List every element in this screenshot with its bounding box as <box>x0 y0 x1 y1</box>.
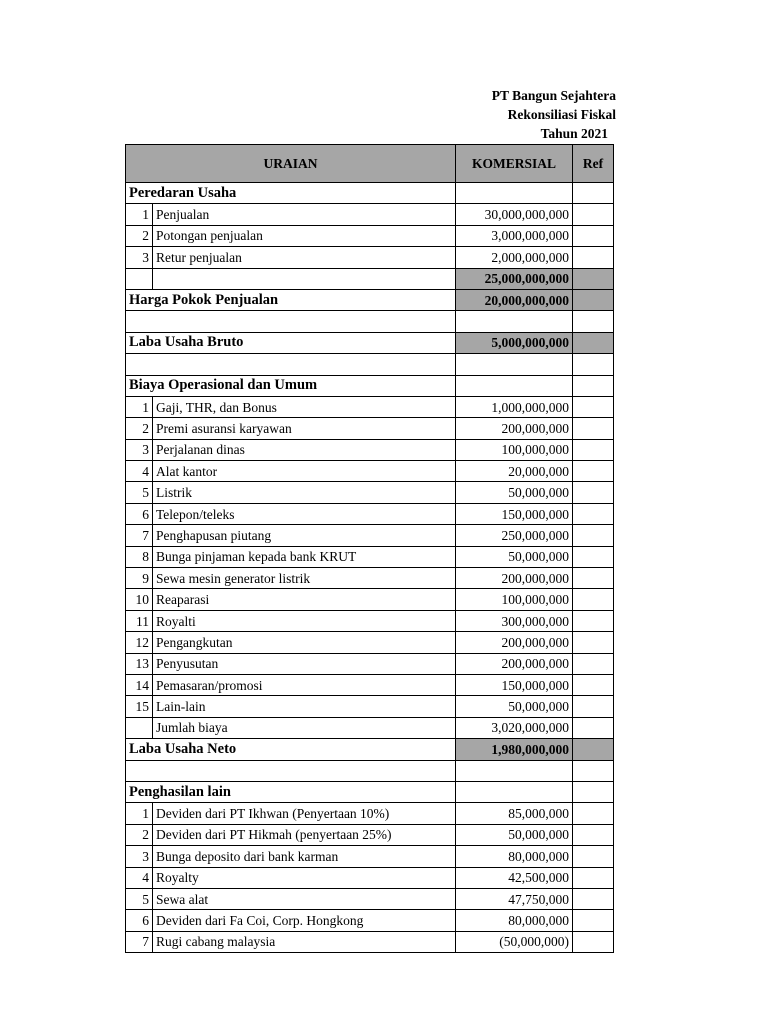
row-number: 2 <box>126 418 153 439</box>
summary-ref <box>573 739 614 760</box>
row-ref <box>573 482 614 503</box>
table-row <box>126 610 614 631</box>
row-number: 12 <box>126 632 153 653</box>
row-amount: 150,000,000 <box>456 503 573 524</box>
row-number: 5 <box>126 888 153 909</box>
row-label: Listrik <box>153 482 456 503</box>
row-label: Deviden dari Fa Coi, Corp. Hongkong <box>153 910 456 931</box>
empty-row <box>126 311 614 332</box>
row-number: 1 <box>126 803 153 824</box>
summary-amount: 1,980,000,000 <box>456 739 573 760</box>
section-row-peredaran <box>126 183 614 204</box>
row-number: 1 <box>126 396 153 417</box>
subtotal-amount: 25,000,000,000 <box>456 268 573 289</box>
neto-row <box>126 739 614 760</box>
table-row <box>126 525 614 546</box>
row-number: 3 <box>126 247 153 268</box>
row-number: 6 <box>126 503 153 524</box>
empty-row <box>126 760 614 781</box>
table-row <box>126 503 614 524</box>
hpp-row <box>126 289 614 310</box>
table-header-row <box>126 145 614 183</box>
row-amount: 100,000,000 <box>456 439 573 460</box>
table-row <box>126 824 614 845</box>
table-row <box>126 546 614 567</box>
row-number: 7 <box>126 525 153 546</box>
table-row <box>126 589 614 610</box>
row-label: Deviden dari PT Hikmah (penyertaan 25%) <box>153 824 456 845</box>
summary-label: Laba Usaha Neto <box>126 739 456 760</box>
row-amount: 50,000,000 <box>456 696 573 717</box>
row-number: 2 <box>126 225 153 246</box>
table-row <box>126 204 614 225</box>
row-label: Pemasaran/promosi <box>153 674 456 695</box>
table-row <box>126 632 614 653</box>
row-ref <box>573 503 614 524</box>
row-ref <box>573 589 614 610</box>
row-label: Royalty <box>153 867 456 888</box>
row-label: Bunga deposito dari bank karman <box>153 846 456 867</box>
table-row <box>126 461 614 482</box>
subtotal-row <box>126 268 614 289</box>
table-row <box>126 696 614 717</box>
row-ref <box>573 931 614 952</box>
row-amount: 50,000,000 <box>456 482 573 503</box>
row-amount: 80,000,000 <box>456 910 573 931</box>
row-amount: 50,000,000 <box>456 824 573 845</box>
total-amount: 3,020,000,000 <box>456 717 573 738</box>
row-ref <box>573 247 614 268</box>
row-label: Deviden dari PT Ikhwan (Penyertaan 10%) <box>153 803 456 824</box>
row-amount: 200,000,000 <box>456 418 573 439</box>
row-amount: 20,000,000 <box>456 461 573 482</box>
row-label: Reaparasi <box>153 589 456 610</box>
row-number: 5 <box>126 482 153 503</box>
row-amount: 80,000,000 <box>456 846 573 867</box>
row-number: 11 <box>126 610 153 631</box>
table-row <box>126 803 614 824</box>
row-ref <box>573 867 614 888</box>
table-row <box>126 674 614 695</box>
row-amount: 47,750,000 <box>456 888 573 909</box>
row-number: 4 <box>126 867 153 888</box>
row-ref <box>573 568 614 589</box>
table-row <box>126 568 614 589</box>
table-row <box>126 867 614 888</box>
table-row <box>126 653 614 674</box>
row-label: Penjualan <box>153 204 456 225</box>
row-amount: 100,000,000 <box>456 589 573 610</box>
row-label: Premi asuransi karyawan <box>153 418 456 439</box>
table-row <box>126 418 614 439</box>
section-title: Penghasilan lain <box>126 781 456 802</box>
table-row <box>126 225 614 246</box>
reconciliation-table <box>125 144 614 953</box>
table-row <box>126 846 614 867</box>
row-amount: 50,000,000 <box>456 546 573 567</box>
row-label: Telepon/teleks <box>153 503 456 524</box>
row-amount: 1,000,000,000 <box>456 396 573 417</box>
row-amount: 250,000,000 <box>456 525 573 546</box>
row-ref <box>573 803 614 824</box>
row-amount: 3,000,000,000 <box>456 225 573 246</box>
row-ref <box>573 204 614 225</box>
total-row <box>126 717 614 738</box>
row-number: 3 <box>126 846 153 867</box>
section-title: Peredaran Usaha <box>126 183 456 204</box>
bruto-row <box>126 332 614 353</box>
col-header-komersial: KOMERSIAL <box>456 145 573 183</box>
table-row <box>126 482 614 503</box>
row-label: Alat kantor <box>153 461 456 482</box>
row-number: 14 <box>126 674 153 695</box>
row-amount: 2,000,000,000 <box>456 247 573 268</box>
row-number: 8 <box>126 546 153 567</box>
section-row-biaya <box>126 375 614 396</box>
row-amount: (50,000,000) <box>456 931 573 952</box>
row-amount: 30,000,000,000 <box>456 204 573 225</box>
row-ref <box>573 396 614 417</box>
row-ref <box>573 461 614 482</box>
row-number: 6 <box>126 910 153 931</box>
summary-ref <box>573 332 614 353</box>
row-label: Perjalanan dinas <box>153 439 456 460</box>
row-label: Royalti <box>153 610 456 631</box>
row-label: Gaji, THR, dan Bonus <box>153 396 456 417</box>
row-label: Sewa mesin generator listrik <box>153 568 456 589</box>
row-number: 15 <box>126 696 153 717</box>
row-amount: 85,000,000 <box>456 803 573 824</box>
row-ref <box>573 888 614 909</box>
row-ref <box>573 696 614 717</box>
row-label: Potongan penjualan <box>153 225 456 246</box>
row-ref <box>573 418 614 439</box>
row-number: 9 <box>126 568 153 589</box>
row-number: 3 <box>126 439 153 460</box>
row-number: 7 <box>126 931 153 952</box>
summary-label: Harga Pokok Penjualan <box>126 289 456 310</box>
col-header-ref: Ref <box>573 145 614 183</box>
row-label: Rugi cabang malaysia <box>153 931 456 952</box>
row-ref <box>573 225 614 246</box>
row-label: Penyusutan <box>153 653 456 674</box>
section-title: Biaya Operasional dan Umum <box>126 375 456 396</box>
row-amount: 200,000,000 <box>456 653 573 674</box>
total-label: Jumlah biaya <box>153 717 456 738</box>
row-ref <box>573 910 614 931</box>
row-number: 4 <box>126 461 153 482</box>
table-row <box>126 247 614 268</box>
row-number: 10 <box>126 589 153 610</box>
col-header-uraian: URAIAN <box>126 145 456 183</box>
report-title: Rekonsiliasi Fiskal <box>507 107 616 122</box>
table-row <box>126 931 614 952</box>
row-label: Pengangkutan <box>153 632 456 653</box>
table-row <box>126 888 614 909</box>
row-ref <box>573 439 614 460</box>
row-ref <box>573 674 614 695</box>
row-amount: 300,000,000 <box>456 610 573 631</box>
row-number: 1 <box>126 204 153 225</box>
row-amount: 200,000,000 <box>456 632 573 653</box>
summary-amount: 5,000,000,000 <box>456 332 573 353</box>
summary-ref <box>573 289 614 310</box>
row-number: 13 <box>126 653 153 674</box>
row-amount: 42,500,000 <box>456 867 573 888</box>
summary-amount: 20,000,000,000 <box>456 289 573 310</box>
row-label: Lain-lain <box>153 696 456 717</box>
row-label: Penghapusan piutang <box>153 525 456 546</box>
company-name: PT Bangun Sejahtera <box>491 88 616 103</box>
row-label: Sewa alat <box>153 888 456 909</box>
row-number: 2 <box>126 824 153 845</box>
row-label: Retur penjualan <box>153 247 456 268</box>
table-row <box>126 396 614 417</box>
table-row <box>126 910 614 931</box>
row-amount: 200,000,000 <box>456 568 573 589</box>
section-row-lain <box>126 781 614 802</box>
row-label: Bunga pinjaman kepada bank KRUT <box>153 546 456 567</box>
row-ref <box>573 525 614 546</box>
row-ref <box>573 546 614 567</box>
row-ref <box>573 653 614 674</box>
empty-row <box>126 354 614 375</box>
row-amount: 150,000,000 <box>456 674 573 695</box>
row-ref <box>573 610 614 631</box>
report-year: Tahun 2021 <box>540 126 608 141</box>
row-ref <box>573 846 614 867</box>
table-row <box>126 439 614 460</box>
summary-label: Laba Usaha Bruto <box>126 332 456 353</box>
row-ref <box>573 632 614 653</box>
row-ref <box>573 824 614 845</box>
